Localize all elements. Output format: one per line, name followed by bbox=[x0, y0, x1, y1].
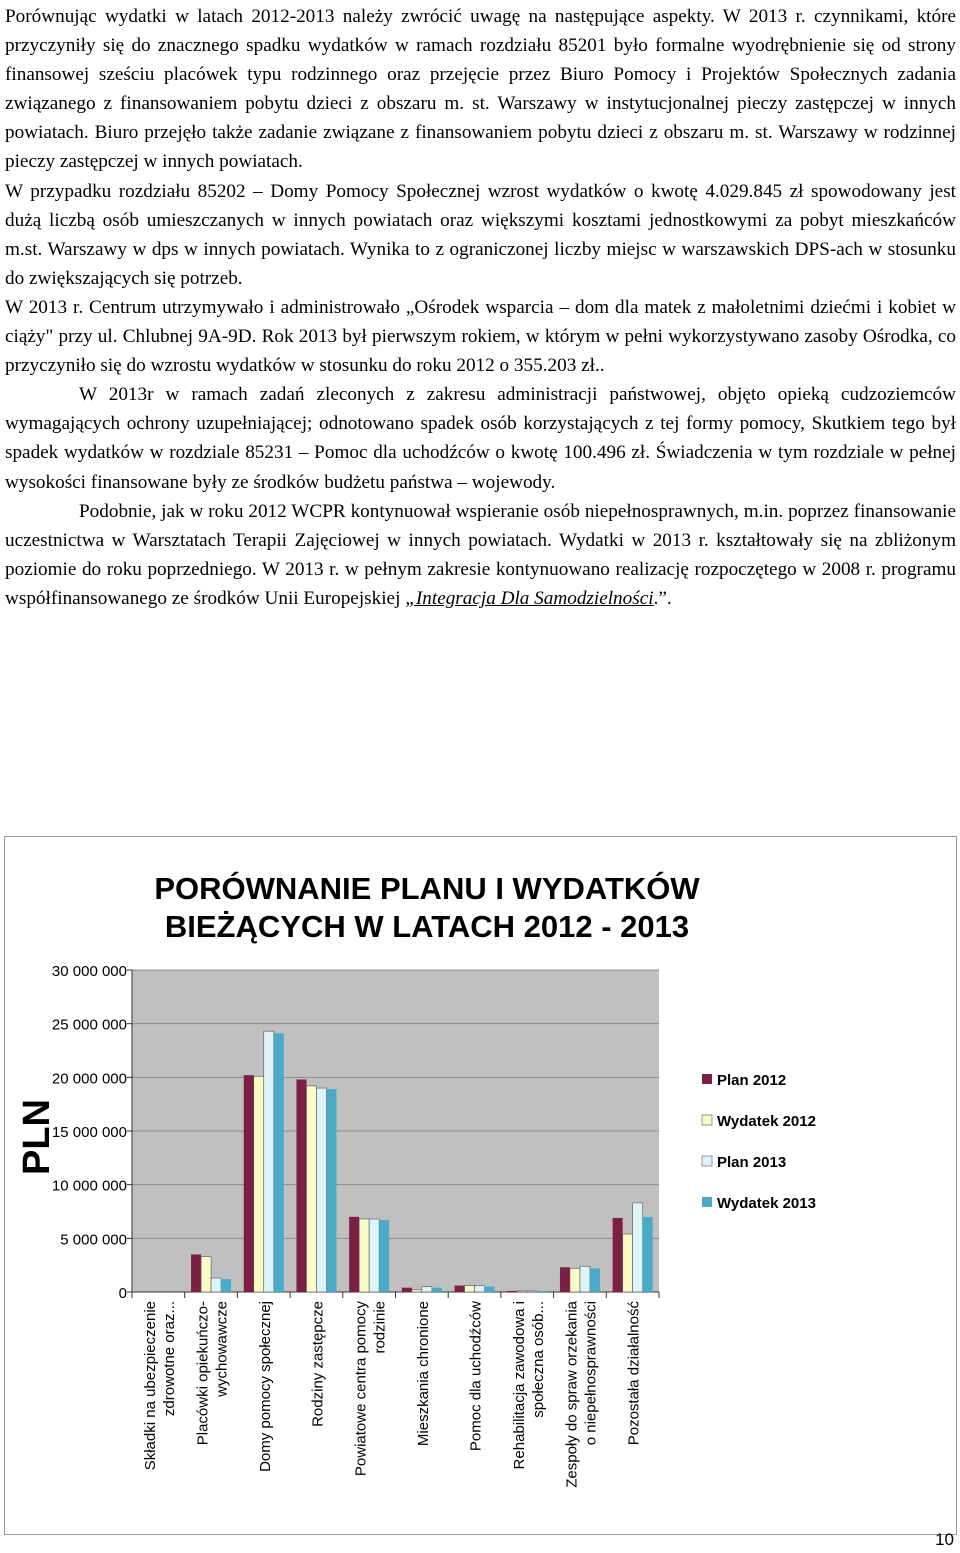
document-body bbox=[5, 2, 956, 613]
bar bbox=[221, 1279, 231, 1292]
paragraph-text: W przypadku rozdziału 85202 – Domy Pomocy Społecznej wzrost wydatków o kwotę 4.029.845 zł spowodowany jest dużą liczbą osób umieszczanych w innych powiatach oraz większymi kosztami jednostkowymi za pobyt mieszkańców m.st. Warszawy w dps w innych powiatach. Wynika to z ograniczonej liczby miejsc w warszawskich DPS-ach w stosunku do zwiększających się potrzeb. bbox=[5, 180, 956, 289]
bar bbox=[527, 1291, 537, 1292]
bar bbox=[306, 1086, 316, 1292]
bar bbox=[633, 1203, 643, 1292]
paragraph bbox=[5, 293, 956, 380]
legend-swatch bbox=[702, 1115, 712, 1125]
bar bbox=[254, 1076, 264, 1292]
paragraph bbox=[5, 177, 956, 293]
bar bbox=[643, 1217, 653, 1292]
x-tick-label: o niepełnosprawności bbox=[582, 1301, 600, 1446]
bar bbox=[623, 1234, 633, 1292]
paragraph bbox=[5, 497, 956, 613]
bar bbox=[326, 1089, 336, 1292]
legend-label: Wydatek 2012 bbox=[717, 1113, 816, 1130]
legend-swatch bbox=[702, 1156, 712, 1166]
bar bbox=[560, 1267, 570, 1292]
x-tick-label: Powiatowe centra pomocy bbox=[352, 1301, 370, 1477]
comparison-chart bbox=[4, 836, 957, 1535]
x-tick-label: Pomoc dla uchodźców bbox=[467, 1301, 485, 1452]
chart-title-line: PORÓWNANIE PLANU I WYDATKÓW bbox=[154, 871, 700, 906]
x-tick-label: Mieszkania chronione bbox=[414, 1301, 432, 1447]
x-tick-label: Rehabilitacja zawodowa i bbox=[510, 1301, 528, 1470]
x-tick-label: Domy pomocy społecznej bbox=[256, 1301, 274, 1472]
x-tick-label: Pozostała działalność bbox=[625, 1301, 643, 1446]
bar bbox=[475, 1286, 485, 1292]
bar bbox=[211, 1278, 221, 1292]
bar bbox=[244, 1075, 254, 1292]
y-tick-label: 15 000 000 bbox=[51, 1124, 127, 1141]
bar bbox=[613, 1218, 623, 1292]
paragraph-text: Porównując wydatki w latach 2012-2013 należy zwrócić uwagę na następujące aspekty. W 2013 r. czynnikami, które przyczyniły się do znacznego spadku wydatków w ramach rozdziału 85201 było formalne wyodrębnienie się od strony finansowej sześciu placówek typu rodzinnego oraz przejęcie przez Biuro Pomocy i Projektów Społecznych zadania związanego z finansowaniem pobytu dzieci z obszaru m. st. Warszawy w instytucjonalnej pieczy zastępczej w innych powiatach. Biuro przejęło także zadanie związane z finansowaniem pobytu dzieci z obszaru m. st. Warszawy w rodzinnej pieczy zastępczej w innych powiatach. bbox=[5, 6, 956, 173]
legend-swatch bbox=[702, 1197, 712, 1207]
x-tick-label: rodzinie bbox=[371, 1301, 389, 1354]
y-tick-label: 10 000 000 bbox=[51, 1177, 127, 1195]
bar bbox=[296, 1079, 306, 1292]
bar bbox=[316, 1088, 326, 1292]
legend-swatch bbox=[702, 1074, 712, 1084]
bar bbox=[201, 1257, 211, 1292]
x-tick-label: Placówki opiekuńczo- bbox=[194, 1301, 212, 1446]
bar bbox=[590, 1268, 600, 1292]
legend-label: Plan 2013 bbox=[717, 1154, 787, 1171]
bar bbox=[359, 1219, 369, 1292]
x-tick-label: wychowawcze bbox=[213, 1301, 231, 1397]
chart-svg bbox=[5, 837, 956, 1534]
bar bbox=[570, 1268, 580, 1292]
legend-label: Wydatek 2013 bbox=[717, 1195, 816, 1212]
bar bbox=[349, 1217, 359, 1292]
x-tick-label: społeczna osób... bbox=[529, 1301, 547, 1418]
paragraph-text: Podobnie, jak w roku 2012 WCPR kontynuował wspieranie osób niepełnosprawnych, m.in. poprzez finansowanie uczestnictwa w Warsztatach Terapii Zajęciowej w innych powiatach. Wydatki w 2013 r. kształtowały się na zbliżonym poziomie do roku poprzedniego. W 2013 r. w pełnym zakresie kontynuowano realizację rozpoczętego w 2008 r. programu współfinansowanego ze środków Unii Europejskiej bbox=[5, 500, 956, 609]
y-tick-label: 25 000 000 bbox=[51, 1016, 127, 1034]
bar bbox=[465, 1286, 475, 1292]
program-name: „Integracja Dla Samodzielności bbox=[405, 587, 654, 609]
bar bbox=[432, 1288, 442, 1292]
bar bbox=[369, 1219, 379, 1292]
bar bbox=[537, 1291, 547, 1292]
paragraph-text: W 2013 r. Centrum utrzymywało i administrowało „Ośrodek wsparcia – dom dla matek z małoletnimi dziećmi i kobiet w ciąży" przy ul. Chlubnej 9A-9D. Rok 2013 był pierwszym rokiem, w którym w pełni wykorzystywano zasoby Ośrodka, co przyczyniło się do wzrostu wydatków w stosunku do roku 2012 o 355.203 zł.. bbox=[5, 296, 956, 377]
x-tick-label: zdrowotne oraz... bbox=[160, 1301, 178, 1417]
page-number: 10 bbox=[935, 1530, 954, 1549]
bar bbox=[274, 1033, 284, 1292]
bar bbox=[485, 1287, 495, 1292]
y-tick-label: 0 bbox=[118, 1285, 127, 1302]
paragraph bbox=[5, 2, 956, 177]
bar bbox=[455, 1286, 465, 1292]
legend-label: Plan 2012 bbox=[717, 1072, 787, 1089]
bar bbox=[412, 1290, 422, 1292]
bar bbox=[191, 1254, 201, 1292]
y-axis-label: PLN bbox=[16, 1099, 58, 1175]
bar bbox=[264, 1031, 274, 1292]
bar bbox=[580, 1266, 590, 1292]
paragraph-text: .”. bbox=[653, 587, 672, 609]
chart-title-line: BIEŻĄCYCH W LATACH 2012 - 2013 bbox=[164, 909, 690, 944]
x-tick-label: Zespoły do spraw orzekania bbox=[563, 1301, 581, 1488]
paragraph-text: W 2013r w ramach zadań zleconych z zakresu administracji państwowej, objęto opieką cudzoziemców wymagających ochrony uzupełniającej; odnotowano spadek osób korzystających z tej formy pomocy, Skutkiem tego był spadek wydatków w rozdziale 85231 – Pomoc dla uchodźców o kwotę 100.496 zł. Świadczenia w tym rozdziale w pełnej wysokości finansowane były ze środków budżetu państwa – wojewody. bbox=[5, 384, 956, 493]
y-tick-label: 5 000 000 bbox=[60, 1231, 127, 1249]
bar bbox=[379, 1220, 389, 1292]
bar bbox=[402, 1288, 412, 1292]
x-tick-label: Składki na ubezpieczenie bbox=[141, 1301, 159, 1471]
y-tick-label: 30 000 000 bbox=[51, 963, 127, 980]
paragraph bbox=[5, 380, 956, 496]
bar bbox=[422, 1287, 432, 1292]
x-tick-label: Rodziny zastępcze bbox=[309, 1301, 327, 1427]
bar bbox=[517, 1291, 527, 1292]
bar bbox=[507, 1291, 517, 1292]
y-tick-label: 20 000 000 bbox=[51, 1070, 127, 1088]
